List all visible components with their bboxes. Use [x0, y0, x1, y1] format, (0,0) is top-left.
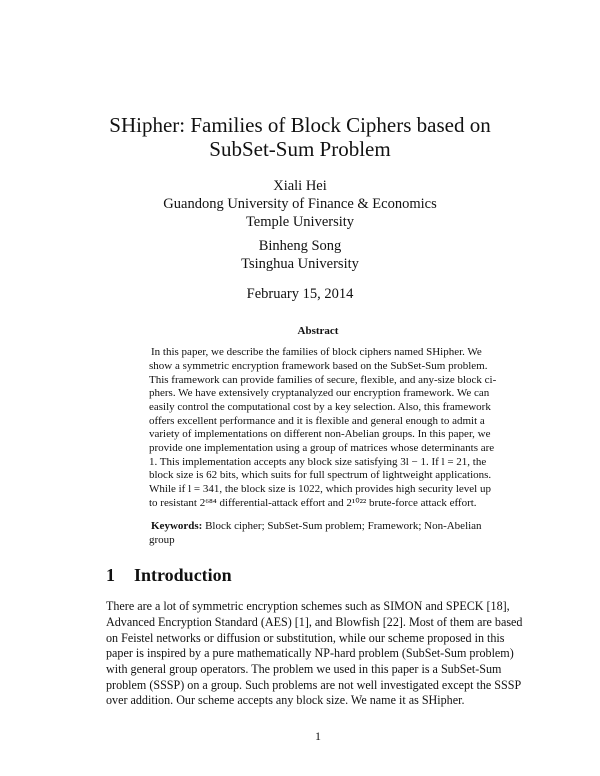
paper-date: February 15, 2014 [246, 286, 354, 302]
abstract-line: 1. This implementation accepts any block size satisfying 3l − 1. If l = 21, the [149, 456, 487, 468]
abstract-heading: Abstract [297, 325, 339, 337]
page-number: 1 [315, 729, 321, 743]
paper-title-line-2: SubSet-Sum Problem [209, 137, 391, 161]
author-affiliation: Guandong University of Finance & Economics [163, 196, 437, 212]
author-name: Xiali Hei [273, 178, 327, 194]
body-line: over addition. Our scheme accepts any block size. We name it as SHipher. [106, 693, 465, 707]
body-line: There are a lot of symmetric encryption schemes such as SIMON and SPECK [18], [106, 599, 510, 613]
abstract-line: In this paper, we describe the families of block ciphers named SHipher. We [151, 346, 482, 358]
abstract-line: block size is 62 bits, which suits for full spectrum of lightweight applications. [149, 469, 492, 481]
abstract-line: offers excellent performance and it is flexible and general enough to admit a [149, 415, 485, 427]
abstract-line: easily control the computational cost by a key selection. Also, this framework [149, 401, 491, 413]
keywords-text: Block cipher; SubSet-Sum problem; Framework; Non-Abelian [205, 520, 482, 532]
author-affiliation: Tsinghua University [241, 256, 359, 272]
body-line: on Feistel networks or diffusion or substitution, while our scheme proposed in this [106, 631, 505, 645]
section-heading [106, 565, 232, 586]
body-line: Advanced Encryption Standard (AES) [1], and Blowfish [22]. Most of them are based [106, 615, 523, 629]
body-line: problem (SSSP) on a group. Such problems are not well investigated except the SSSP [106, 678, 522, 692]
paper-title-line-1: SHipher: Families of Block Ciphers based on [109, 113, 491, 137]
section-number: 1 [106, 565, 115, 585]
section-title: Introduction [134, 565, 232, 585]
abstract-line: to resistant 2⁶⁸⁴ differential-attack effort and 2¹⁰²² brute-force attack effort. [149, 497, 477, 509]
keywords [151, 520, 501, 534]
keywords-continuation: group [149, 534, 175, 546]
abstract-line: provide one implementation using a group of matrices whose determinants are [149, 442, 495, 454]
keywords-label: Keywords: [151, 520, 203, 532]
abstract-line: This framework can provide families of secure, flexible, and any-size block ci- [149, 374, 497, 386]
abstract-line: phers. We have extensively cryptanalyzed our encryption framework. We can [149, 387, 490, 399]
author-affiliation: Temple University [245, 214, 355, 230]
abstract-line: While if l = 341, the block size is 1022, which provides high security level up [149, 483, 491, 495]
body-line: paper is inspired by a pure mathematically NP-hard problem (SubSet-Sum problem) [106, 646, 514, 660]
author-name: Binheng Song [258, 238, 342, 254]
body-line: with general group operators. The problem we used in this paper is a SubSet-Sum [106, 662, 502, 676]
abstract-line: variety of implementations on different non-Abelian groups. In this paper, we [149, 428, 491, 440]
abstract-line: show a symmetric encryption framework based on the SubSet-Sum problem. [149, 360, 488, 372]
